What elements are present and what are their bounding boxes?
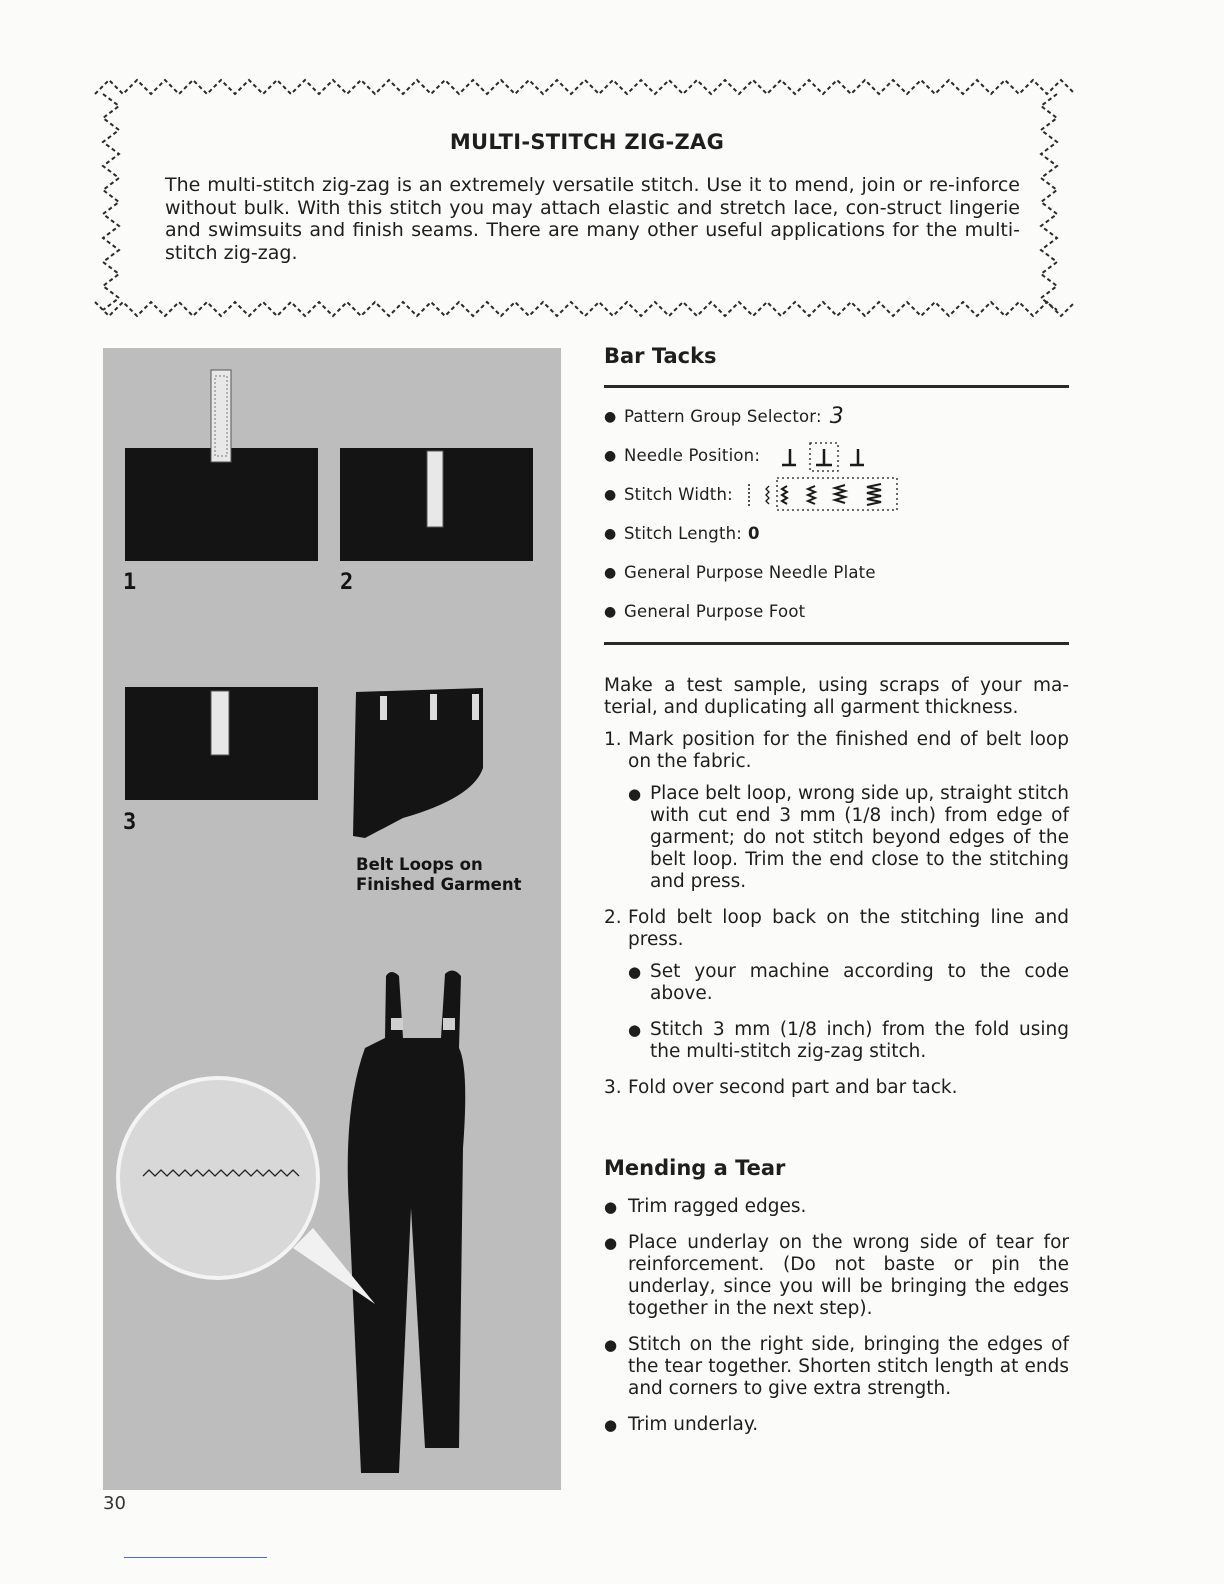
settings-bottom-rule [604, 642, 1069, 645]
setting-stitch-width [604, 475, 1074, 514]
step-1 [604, 729, 1069, 773]
stitch-length-label: Stitch Length: [624, 524, 743, 543]
illustration-panel [103, 348, 561, 1490]
mending-item-text: Stitch on the right side, bringing the edges of the tear together. Shorten stitch length at ends and corners to give extra strength. [628, 1334, 1069, 1399]
stitch-width-label: Stitch Width: [624, 485, 733, 504]
belt-loop-3 [211, 691, 229, 755]
belt-caption-line1: Belt Loops on [356, 855, 483, 874]
bullet-icon: ● [604, 1234, 618, 1252]
step-1-text: Mark position for the finished end of belt loop on the fabric. [628, 729, 1069, 772]
bullet-icon: ● [604, 525, 617, 542]
belt-caption-line2: Finished Garment [356, 875, 522, 894]
setting-needle-plate [604, 553, 1074, 592]
bullet-icon: ● [604, 1336, 618, 1354]
needle-position-label: Needle Position: [624, 446, 761, 465]
bullet-icon: ● [628, 1021, 642, 1039]
mending-item-text: Trim underlay. [628, 1414, 759, 1435]
page-title: MULTI-STITCH ZIG-ZAG [449, 130, 725, 154]
bullet-icon: ● [604, 1416, 618, 1434]
step-1-number: 1. [604, 729, 622, 750]
bullet-icon: ● [628, 963, 642, 981]
step-3-text: Fold over second part and bar tack. [628, 1077, 958, 1098]
figure-label-2: 2 [340, 570, 354, 595]
machine-settings-list [604, 397, 1074, 631]
test-sample-paragraph: Make a test sample, using scraps of your ma-terial, and duplicating all garment thickness. [604, 675, 1069, 718]
pattern-group-label: Pattern Group Selector: [624, 407, 822, 426]
foot-label: General Purpose Foot [624, 602, 806, 621]
bullet-icon: ● [604, 486, 617, 503]
step-2-number: 2. [604, 907, 622, 928]
mending-item [604, 1414, 1069, 1436]
fabric-sample-1 [125, 448, 318, 561]
footer-line [124, 1557, 267, 1558]
mending-item [604, 1196, 1069, 1218]
stitch-length-value: 0 [748, 524, 760, 543]
setting-pattern-group [604, 397, 1074, 436]
illustration-photos [103, 348, 561, 1490]
intro-paragraph: The multi-stitch zig-zag is an extremely versatile stitch. Use it to mend, join or re-inforce without bulk. With this stitch you may attach elastic and stretch lace, con-struct lingerie and swimsuits and finish seams. There are many other useful applications for the multi-stitch zig-zag. [165, 174, 1020, 264]
step-2-sub-2 [628, 1019, 1069, 1063]
mending-item-text: Trim ragged edges. [628, 1196, 807, 1217]
bullet-icon: ● [604, 447, 617, 464]
pattern-group-value: 3 [829, 404, 844, 429]
bullet-icon: ● [604, 1198, 618, 1216]
figure-label-3: 3 [123, 810, 137, 835]
figure-label-1: 1 [123, 570, 137, 595]
bar-tacks-instructions [604, 675, 1069, 1109]
step-2 [604, 907, 1069, 951]
magnified-stitch-detail [118, 1078, 318, 1278]
step-1-sub-text: Place belt loop, wrong side up, straight stitch with cut end 3 mm (1/8 inch) from edge of garment; do not stitch beyond edges of the belt loop. Trim the end close to the stitching and press. [650, 783, 1069, 892]
belt-loops-caption [356, 855, 521, 895]
step-2-sub-2-text: Stitch 3 mm (1/8 inch) from the fold using the multi-stitch zig-zag stitch. [650, 1019, 1069, 1062]
step-3 [604, 1077, 1069, 1099]
bullet-icon: ● [604, 603, 617, 620]
bullet-icon: ● [604, 564, 617, 581]
mending-heading: Mending a Tear [604, 1156, 786, 1180]
mending-item [604, 1232, 1069, 1320]
needle-position-icon [770, 439, 880, 473]
overalls [348, 970, 466, 1473]
step-3-number: 3. [604, 1077, 622, 1098]
setting-stitch-length [604, 514, 1074, 553]
settings-top-rule [604, 385, 1069, 388]
step-2-text: Fold belt loop back on the stitching line and press. [628, 907, 1069, 950]
step-2-sub-1 [628, 961, 1069, 1005]
page-number: 30 [103, 1493, 126, 1514]
mending-list [604, 1196, 1069, 1450]
setting-foot [604, 592, 1074, 631]
belt-loop-2 [427, 451, 443, 527]
step-2-sub-1-text: Set your machine according to the code above. [650, 961, 1069, 1004]
bullet-icon: ● [604, 408, 617, 425]
mending-item-text: Place underlay on the wrong side of tear for reinforcement. (Do not baste or pin the underlay, since you will be bringing the edges together in the next step). [628, 1232, 1069, 1319]
needle-plate-label: General Purpose Needle Plate [624, 563, 876, 582]
stitch-width-icon [743, 476, 903, 514]
belt-loop-1 [211, 370, 231, 462]
bullet-icon: ● [628, 785, 642, 803]
setting-needle-position [604, 436, 1074, 475]
garment-waistband [353, 688, 483, 838]
mending-item [604, 1334, 1069, 1400]
step-1-sub [628, 783, 1069, 893]
bar-tacks-heading: Bar Tacks [604, 344, 717, 368]
